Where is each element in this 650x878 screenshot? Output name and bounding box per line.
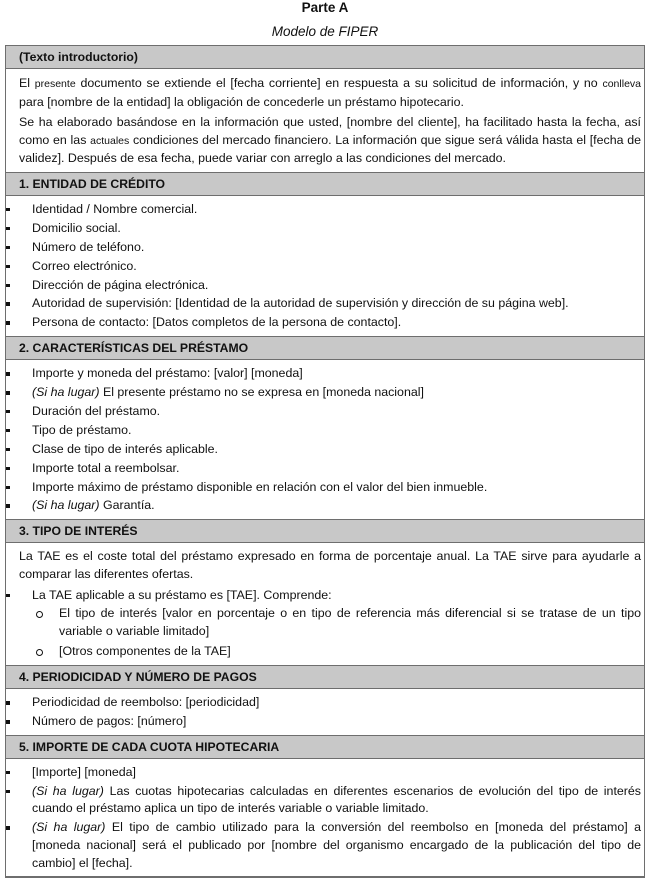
section-1-list xyxy=(6,201,644,332)
section-4-body xyxy=(6,689,644,735)
text-run: condiciones del mercado financiero. La información que sigue será válida hasta el [fecha de validez]. Después de esa fecha, puede variar con arreglo a las condiciones del mercado. xyxy=(19,132,642,166)
sub-list-item xyxy=(6,643,644,661)
intro-paragraph-1 xyxy=(6,75,644,111)
conditional-prefix: (Si ha lugar) xyxy=(32,498,100,513)
intro-body xyxy=(6,69,644,172)
list-item xyxy=(6,497,644,515)
list-item xyxy=(6,403,644,421)
circle-bullet-icon xyxy=(36,649,43,656)
list-item xyxy=(6,277,644,295)
list-item xyxy=(6,479,644,497)
list-item-text: Importe y moneda del préstamo: [valor] [moneda] xyxy=(32,366,303,381)
list-item xyxy=(6,258,644,276)
section-1-body xyxy=(6,196,644,336)
list-item xyxy=(6,460,644,478)
list-item xyxy=(6,384,644,402)
list-item xyxy=(6,239,644,257)
section-3-body xyxy=(6,543,644,665)
conditional-prefix: (Si ha lugar) xyxy=(32,783,104,798)
conditional-prefix: (Si ha lugar) xyxy=(32,820,106,835)
list-item xyxy=(6,201,644,219)
section-1-heading: 1. ENTIDAD DE CRÉDITO xyxy=(6,172,644,196)
list-item-text: Garantía. xyxy=(99,498,155,513)
section-5-heading: 5. IMPORTE DE CADA CUOTA HIPOTECARIA xyxy=(6,735,644,759)
sub-list-item-text: El tipo de interés [valor en porcentaje o en tipo de referencia más diferencial si se tratase de un tipo variable o variable limitado] xyxy=(59,606,641,638)
list-item-text: La TAE aplicable a su préstamo es [TAE]. Comprende: xyxy=(32,587,332,602)
list-item-text: El tipo de cambio utilizado para la conversión del reembolso en [moneda del préstamo] a [moneda nacional] será el publicado por [nombre del organismo encargado de la publicación del tipo de cambio] el [fecha]. xyxy=(32,820,641,870)
list-item-text: Periodicidad de reembolso: [periodicidad] xyxy=(32,695,260,710)
text-run: conlleva xyxy=(602,78,641,90)
list-item xyxy=(6,783,644,818)
section-2-list xyxy=(6,365,644,515)
list-item-text: Clase de tipo de interés aplicable. xyxy=(32,441,218,456)
text-run: documento se extiende el [fecha corriente] en respuesta a su solicitud de información, y no xyxy=(75,76,603,90)
list-item-text: Tipo de préstamo. xyxy=(32,422,132,437)
section-4-heading: 4. PERIODICIDAD Y NÚMERO DE PAGOS xyxy=(6,665,644,689)
list-item-text: Importe máximo de préstamo disponible en relación con el valor del bien inmueble. xyxy=(32,479,488,494)
list-item-text: Autoridad de supervisión: [Identidad de la autoridad de supervisión y dirección de su página web]. xyxy=(32,296,569,311)
list-item xyxy=(6,365,644,383)
text-run: presente xyxy=(34,78,76,90)
section-2-body xyxy=(6,360,644,519)
list-item-text: El presente préstamo no se expresa en [moneda nacional] xyxy=(99,385,424,400)
list-item xyxy=(6,587,644,605)
list-item-text: Importe total a reembolsar. xyxy=(32,460,180,475)
document-title: Parte A xyxy=(301,0,349,15)
list-item xyxy=(6,764,644,782)
document-subtitle: Modelo de FIPER xyxy=(271,24,379,39)
fiper-form xyxy=(5,45,645,878)
section-3-list xyxy=(6,587,644,605)
section-3-heading: 3. TIPO DE INTERÉS xyxy=(6,519,644,543)
sub-list-item-text: [Otros componentes de la TAE] xyxy=(59,643,231,658)
list-item-text: Dirección de página electrónica. xyxy=(32,277,209,292)
text-run: para [nombre de la entidad] la obligación de concederle un préstamo hipotecario. xyxy=(19,94,464,109)
list-item xyxy=(6,713,644,731)
text-run: Se ha elaborado basándose en la información que usted, [nombre del cliente], ha facilitado hasta la fecha, así como en las xyxy=(19,115,641,147)
intro-heading: (Texto introductorio) xyxy=(6,46,644,69)
list-item-text: Correo electrónico. xyxy=(32,258,137,273)
list-item xyxy=(6,220,644,238)
circle-bullet-icon xyxy=(36,611,43,618)
list-item xyxy=(6,314,644,332)
list-item xyxy=(6,295,644,313)
list-item-text: [Importe] [moneda] xyxy=(32,764,136,779)
list-item-text: Las cuotas hipotecarias calculadas en diferentes escenarios de evolución del tipo de interés cuando el préstamo aplica un tipo de interés variable o variable limitado. xyxy=(32,783,641,816)
list-item xyxy=(6,694,644,712)
list-item-text: Persona de contacto: [Datos completos de la persona de contacto]. xyxy=(32,315,402,330)
list-item-text: Domicilio social. xyxy=(32,220,121,235)
conditional-prefix: (Si ha lugar) xyxy=(32,385,100,400)
text-run: El xyxy=(19,76,35,90)
section-5-list xyxy=(6,764,644,872)
list-item-text: Duración del préstamo. xyxy=(32,403,161,418)
list-item-text: Identidad / Nombre comercial. xyxy=(32,201,198,216)
list-item xyxy=(6,422,644,440)
list-item-text: Número de pagos: [número] xyxy=(32,714,187,729)
section-3-paragraph: La TAE es el coste total del préstamo expresado en forma de porcentaje anual. La TAE sirve para ayudarle a comparar las diferentes ofertas. xyxy=(19,549,641,581)
list-item xyxy=(6,441,644,459)
list-item xyxy=(6,819,644,872)
intro-paragraph-2 xyxy=(6,114,644,168)
section-3-sublist xyxy=(6,605,644,660)
section-2-heading: 2. CARACTERÍSTICAS DEL PRÉSTAMO xyxy=(6,336,644,360)
sub-list-item xyxy=(6,605,644,640)
list-item-text: Número de teléfono. xyxy=(32,239,145,254)
section-4-list xyxy=(6,694,644,730)
text-run: actuales xyxy=(90,134,130,147)
section-5-body xyxy=(6,759,644,876)
